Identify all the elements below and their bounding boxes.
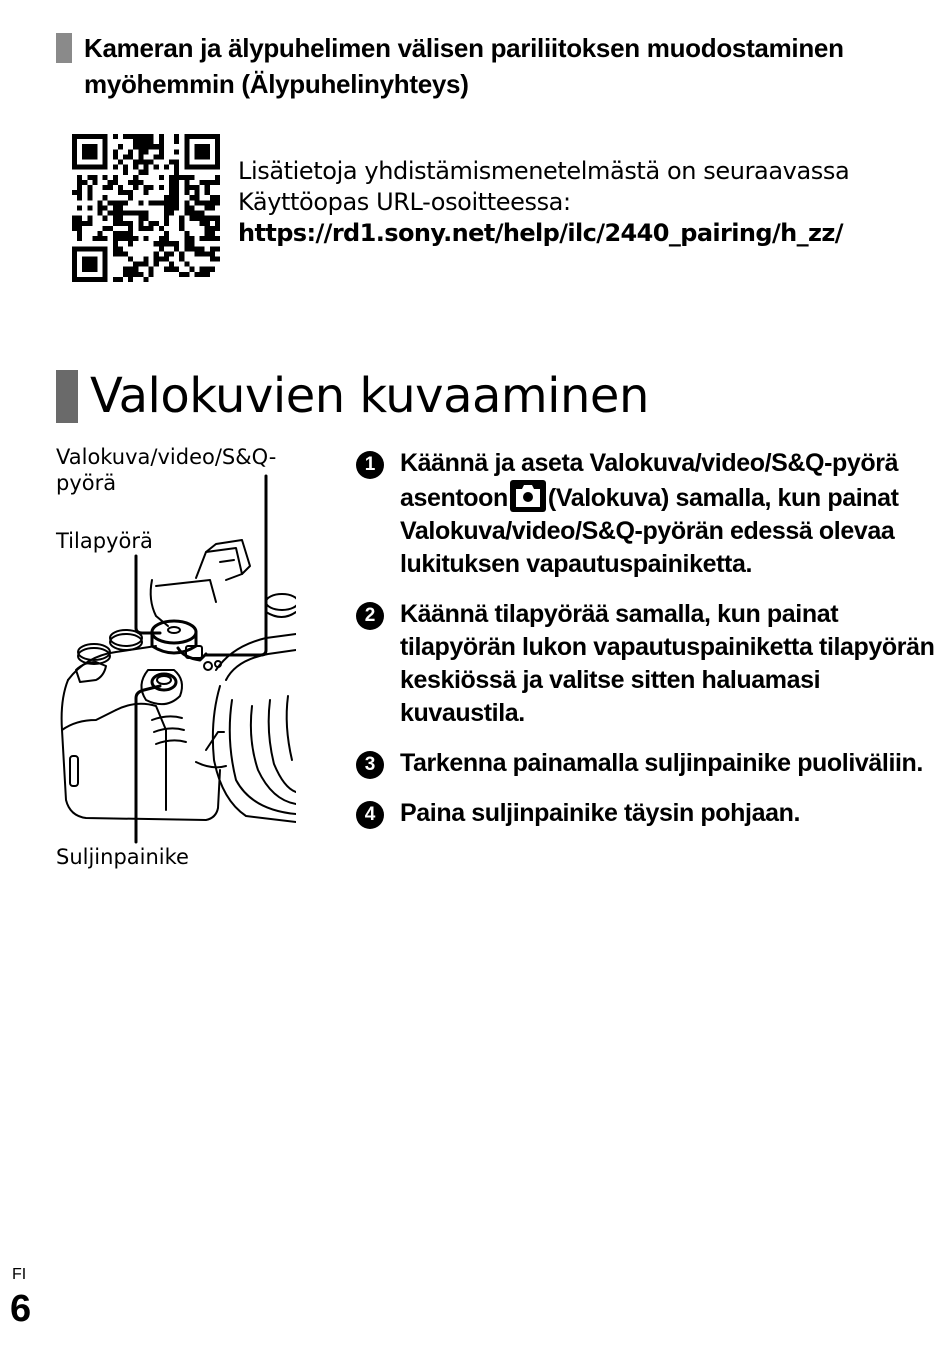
pairing-info — [238, 156, 928, 249]
pairing-url-link[interactable]: https://rd1.sony.net/help/ilc/2440_pairing/h_zz/ — [238, 219, 843, 247]
mode-dial-callout-label: Tilapyörä — [56, 529, 153, 553]
step-text: Käännä tilapyörää samalla, kun painat tilapyörän lukon vapautuspainiketta tilapyörän keskiössä ja valitse sitten haluamasi kuvaustila. — [400, 600, 935, 727]
section-title: Valokuvien kuvaaminen — [90, 368, 649, 424]
step-item — [356, 797, 936, 830]
step-text: Paina suljinpainike täysin pohjaan. — [400, 799, 801, 827]
step-item — [356, 747, 936, 780]
step-item — [356, 598, 936, 730]
dial-callout-label: Valokuva/video/S&Q-pyörä — [56, 445, 277, 495]
subsection-title: Kameran ja älypuhelimen välisen pariliitoksen muodostaminen myöhemmin (Älypuhelinyhteys) — [84, 33, 844, 99]
step-number-badge: 3 — [356, 751, 384, 779]
step-text: Käännä ja aseta Valokuva/video/S&Q-pyörä asentoon (Valokuva) samalla, kun painat Valokuva/video/S&Q-pyörän edessä olevaa lukituksen vapautuspainiketta. — [400, 449, 899, 578]
step-text: Tarkenna painamalla suljinpainike puoliväliin. — [400, 749, 923, 777]
still-camera-icon — [510, 480, 546, 512]
step-number-badge: 4 — [356, 801, 384, 829]
language-code: FI — [12, 1266, 27, 1283]
camera-illustration — [56, 470, 296, 850]
shutter-callout-label: Suljinpainike — [56, 845, 189, 869]
pairing-info-text: Lisätietoja yhdistämismenetelmästä on seuraavassa Käyttöopas URL-osoitteessa: — [238, 157, 850, 216]
page-number: 6 — [10, 1288, 32, 1330]
step-number-badge: 2 — [356, 602, 384, 630]
step-number-badge: 1 — [356, 451, 384, 479]
step-list — [356, 447, 936, 847]
section-marker — [56, 370, 78, 423]
step-item — [356, 447, 936, 581]
qr-code-icon — [72, 134, 220, 282]
subsection-marker — [56, 33, 72, 63]
